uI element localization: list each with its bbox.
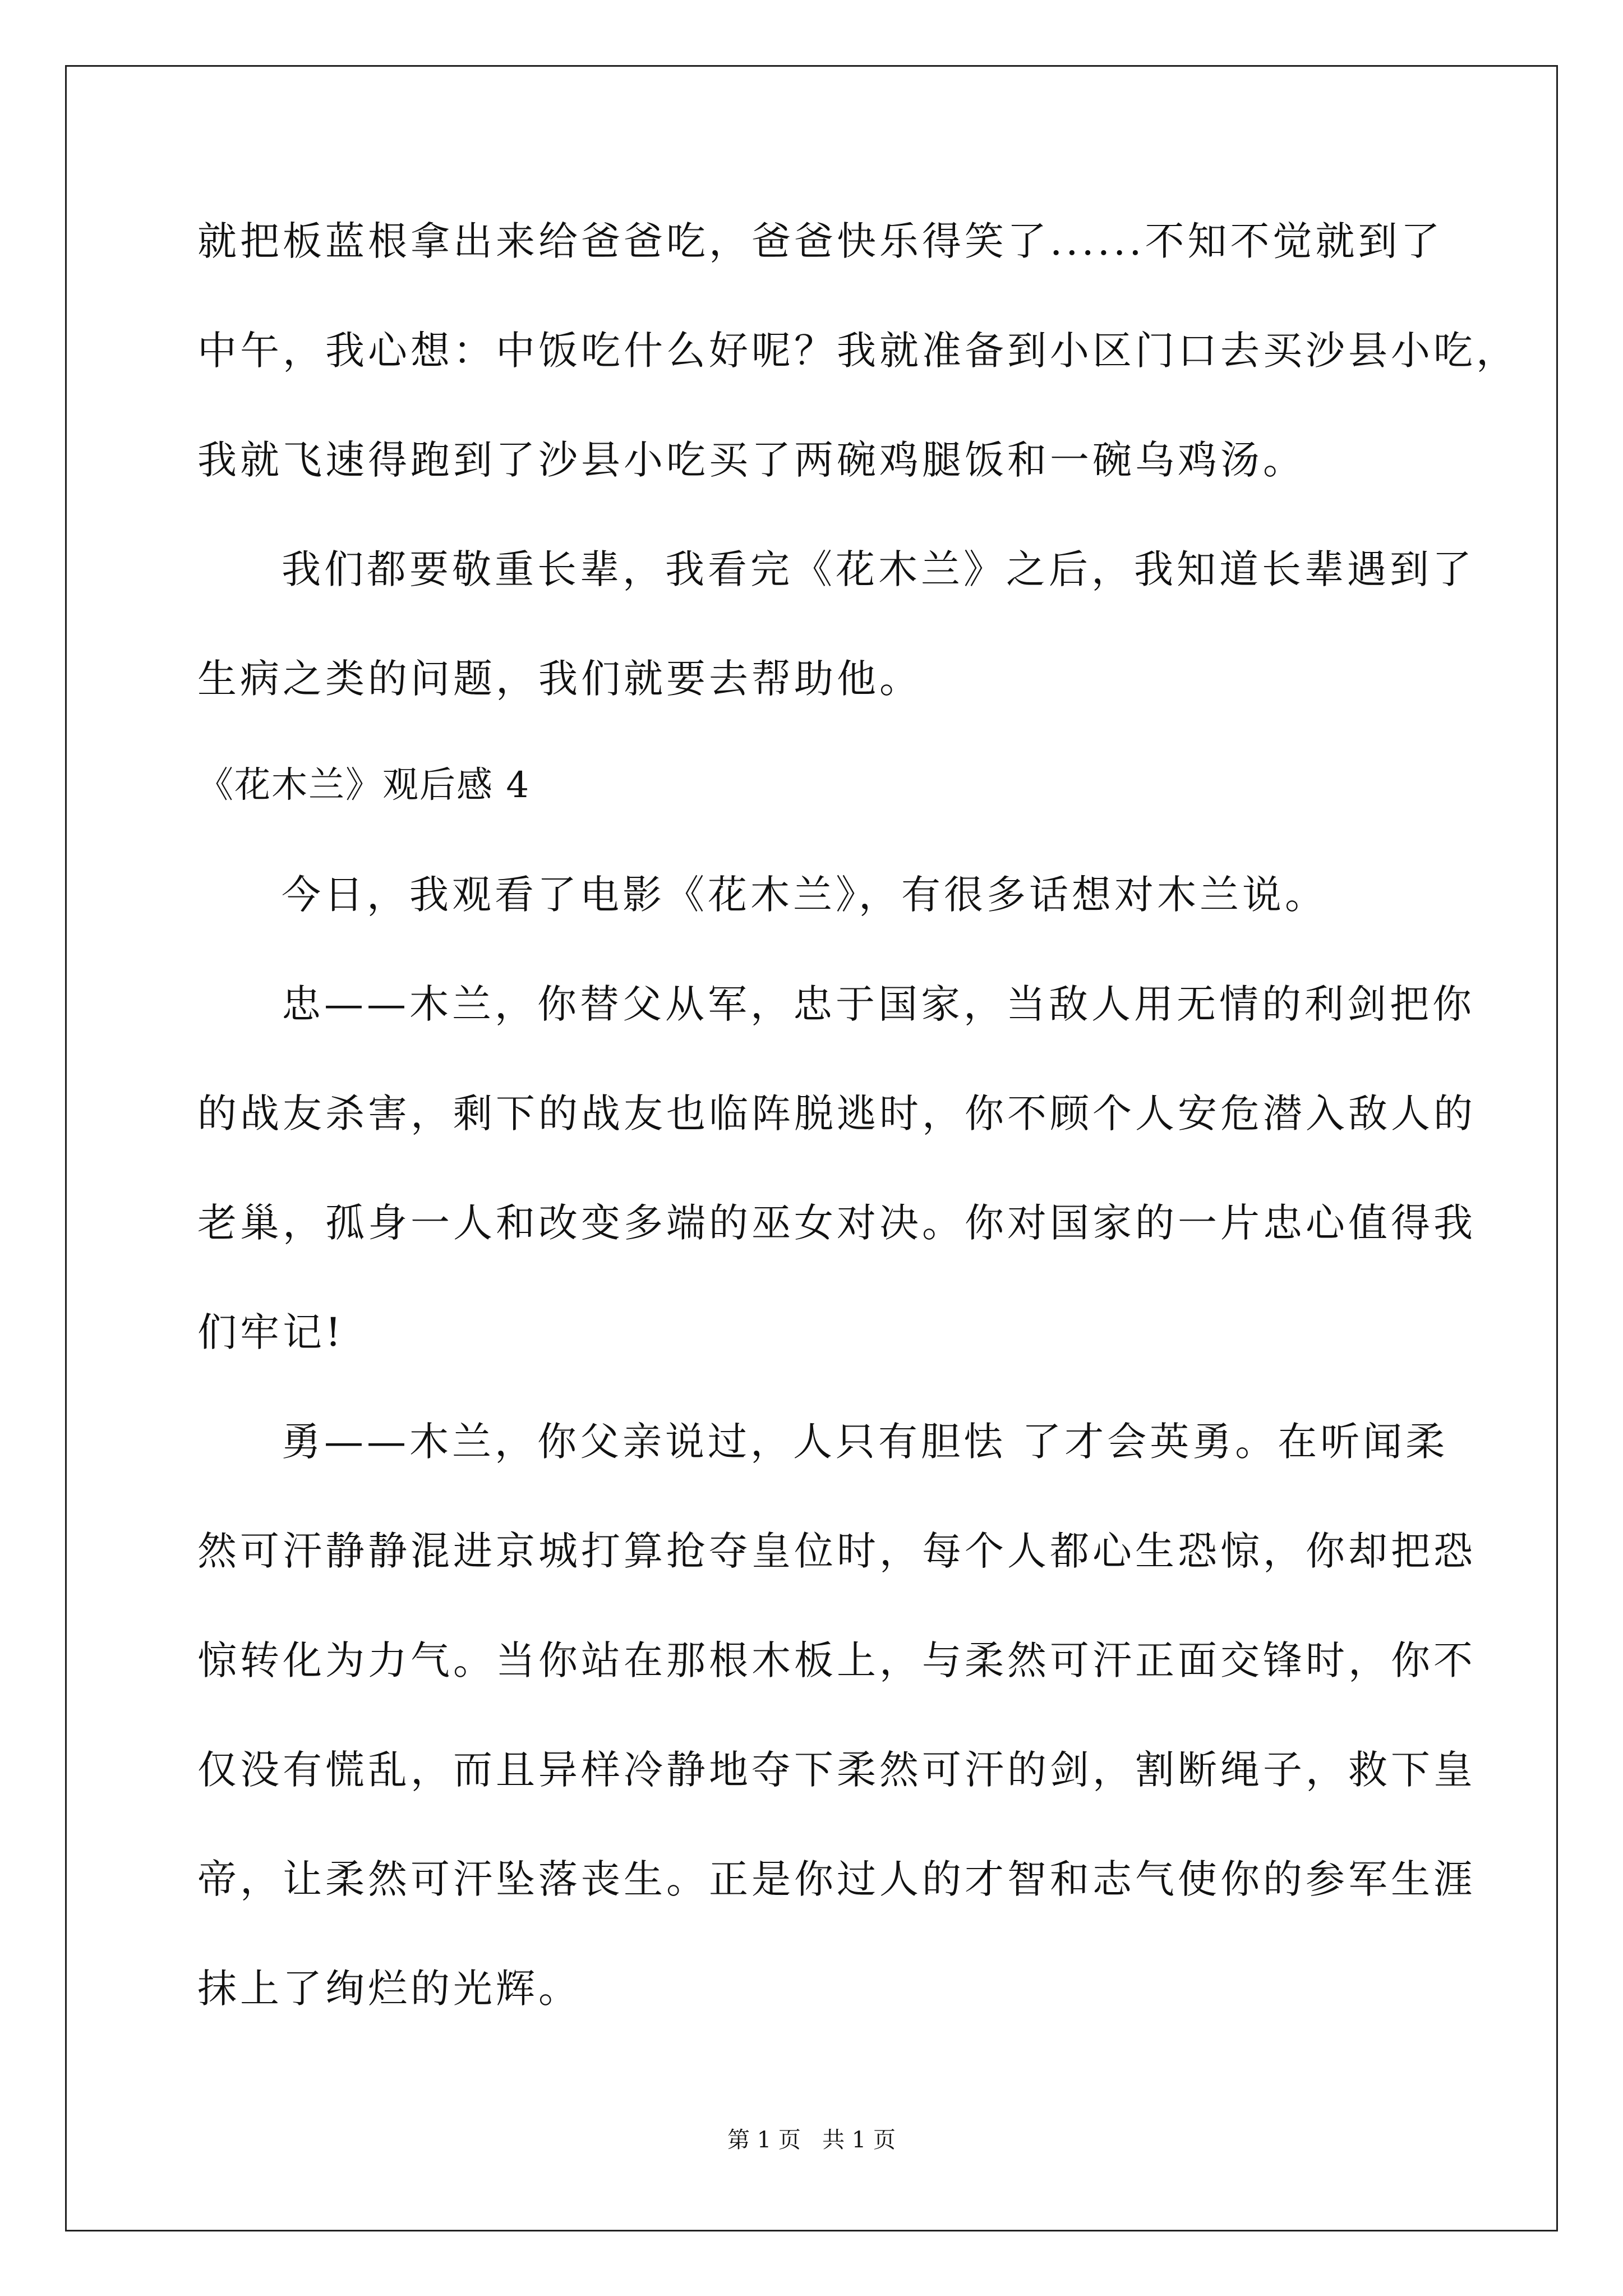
paragraph-line: 仅没有慌乱，而且异样冷静地夺下柔然可汗的剑，割断绳子，救下皇	[197, 1747, 1476, 1793]
paragraph-line: 生病之类的问题，我们就要去帮助他。	[197, 656, 922, 702]
paragraph-line: 们牢记!	[197, 1309, 345, 1355]
paragraph-line: 勇——木兰，你父亲说过，人只有胆怯 了才会英勇。在听闻柔	[282, 1419, 1449, 1465]
section-title: 《花木兰》观后感 4	[197, 765, 531, 806]
paragraph-line: 老巢，孤身一人和改变多端的巫女对决。你对国家的一片忠心值得我	[197, 1200, 1476, 1246]
page-number-footer: 第 1 页 共 1 页	[727, 2127, 896, 2153]
paragraph-line: 惊转化为力气。当你站在那根木板上，与柔然可汗正面交锋时，你不	[197, 1637, 1476, 1683]
paragraph-line: 然可汗静静混进京城打算抢夺皇位时，每个人都心生恐惊，你却把恐	[197, 1528, 1476, 1574]
paragraph-line: 的战友杀害，剩下的战友也临阵脱逃时，你不顾个人安危潜入敌人的	[197, 1091, 1476, 1137]
paragraph-line: 我们都要敬重长辈，我看完《花木兰》之后，我知道长辈遇到了	[282, 546, 1475, 592]
paragraph-line: 就把板蓝根拿出来给爸爸吃，爸爸快乐得笑了......不知不觉就到了	[197, 218, 1444, 264]
paragraph-line: 中午，我心想：中饭吃什么好呢？我就准备到小区门口去买沙县小吃，	[197, 328, 1519, 374]
paragraph-line: 帝，让柔然可汗坠落丧生。正是你过人的才智和志气使你的参军生涯	[197, 1856, 1476, 1902]
paragraph-line: 今日，我观看了电影《花木兰》，有很多话想对木兰说。	[282, 872, 1327, 918]
paragraph-line: 忠——木兰，你替父从军，忠于国家，当敌人用无情的利剑把你	[282, 981, 1475, 1027]
page-border	[65, 65, 1558, 2231]
paragraph-line: 我就飞速得跑到了沙县小吃买了两碗鸡腿饭和一碗乌鸡汤。	[197, 437, 1306, 483]
paragraph-line: 抹上了绚烂的光辉。	[197, 1966, 581, 2012]
